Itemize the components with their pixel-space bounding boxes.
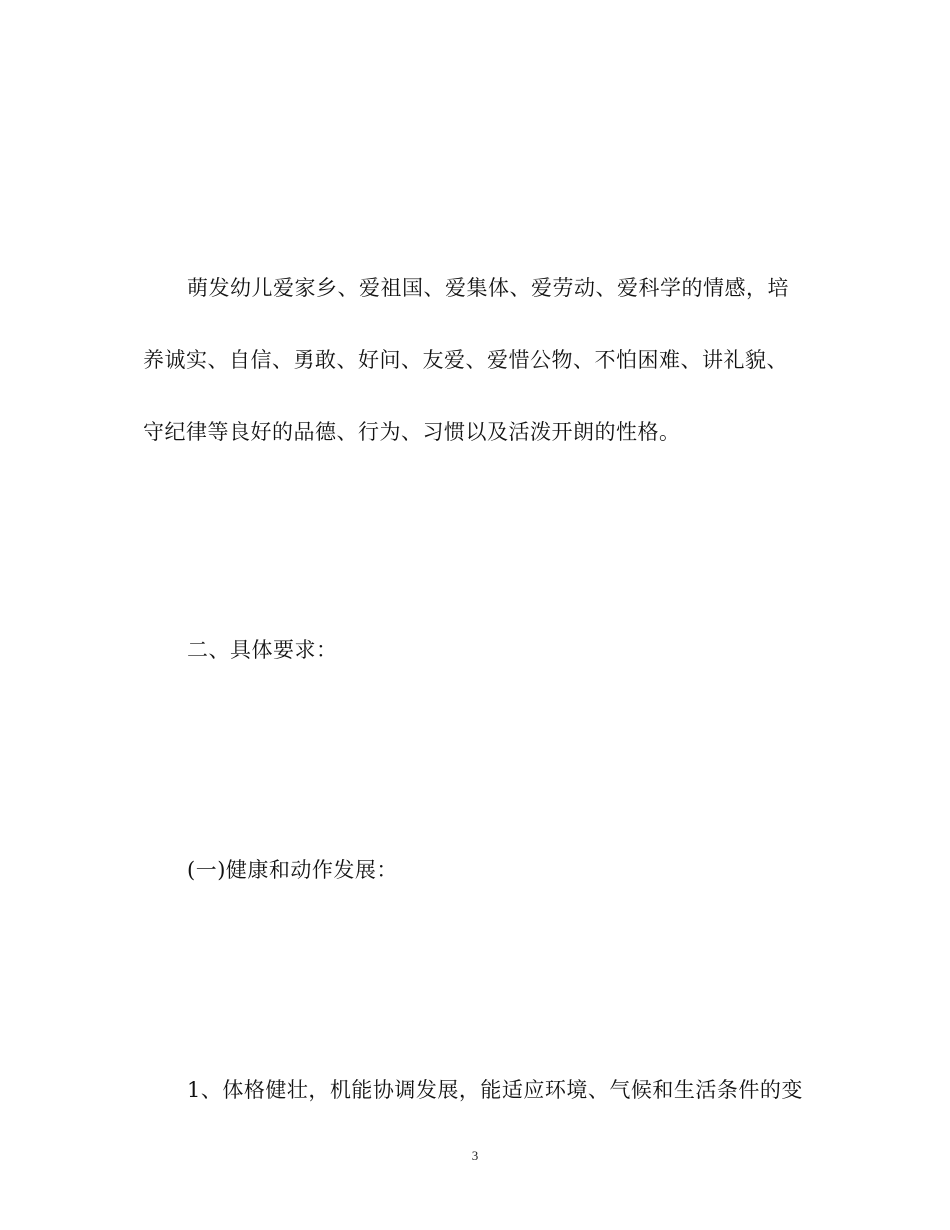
page-number: 3 bbox=[471, 1148, 479, 1163]
list-item-1 bbox=[143, 1054, 808, 1126]
subsection-heading-health bbox=[143, 834, 808, 906]
paragraph-line: 1、体格健壮，机能协调发展，能适应环境、气候和生活条件的变 bbox=[187, 1078, 803, 1102]
paragraph-line: 萌发幼儿爱家乡、爱祖国、爱集体、爱劳动、爱科学的情感，培 bbox=[187, 276, 789, 300]
section-heading-specific-requirements bbox=[143, 614, 808, 686]
heading-line: 二、具体要求： bbox=[187, 638, 338, 662]
paragraph-line: 养诚实、自信、勇敢、好问、友爱、爱惜公物、不怕困难、讲礼貌、 bbox=[143, 348, 788, 372]
paragraph-line: 守纪律等良好的品德、行为、习惯以及活泼开朗的性格。 bbox=[143, 420, 681, 444]
heading-line: (一)健康和动作发展： bbox=[187, 858, 398, 882]
paragraph-moral-education bbox=[143, 252, 808, 468]
